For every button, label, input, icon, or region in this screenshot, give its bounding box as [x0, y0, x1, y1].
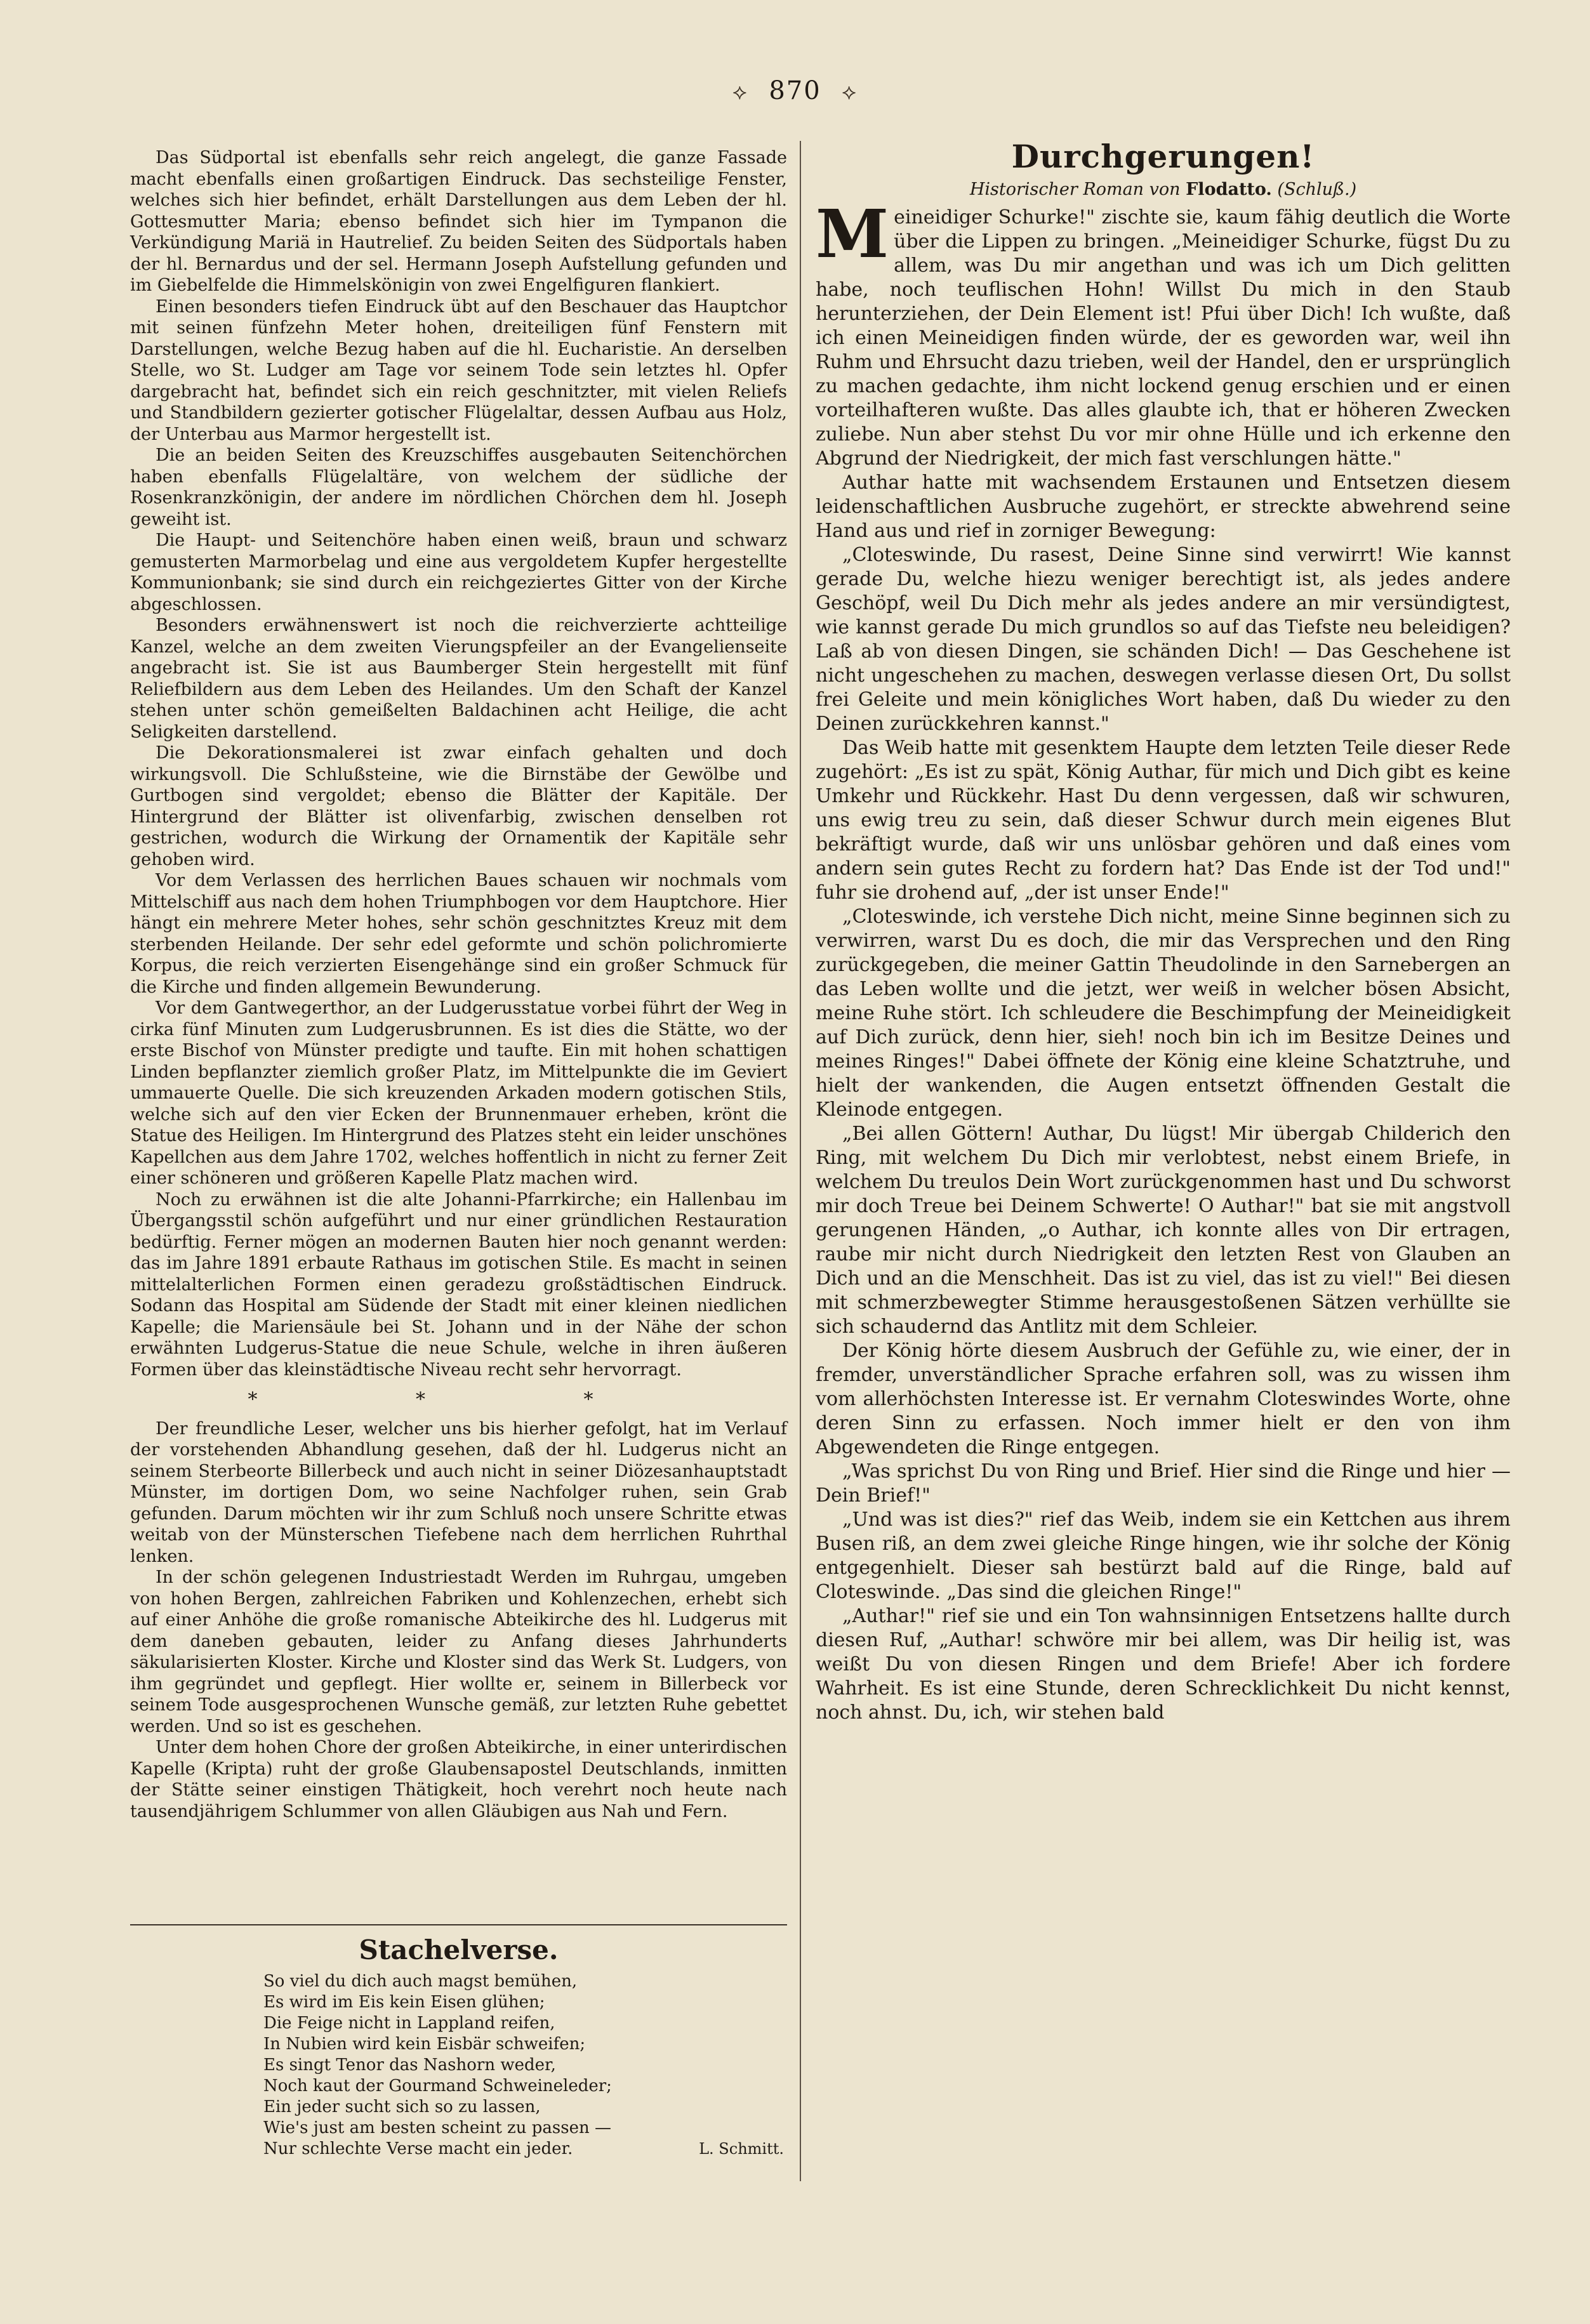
poem-title: Stachelverse.: [359, 1934, 559, 1965]
novel-paragraph: „Bei allen Göttern! Authar, Du lügst! Mir übergab Childerich den Ring, mit welchem Du Dich mir verlobtest, nebst einem Briefe, in welchem Du treulos Dein Wort zurückgenommen hast und Du schworst mir doch Treue bei Deinem Schwerte! O Authar!" bat sie mit angstvoll gerungenen Händen, „o Authar, ich konnte alles von Dir ertragen, raube mir nicht durch Niedrigkeit den letzten Rest von Glauben an Dich und an die Menschheit. Das ist zu viel, das ist zu viel!" Bei diesen mit schmerzbewegter Stimme herausgestoßenen Sätzen verhüllte sie sich schaudernd das Antlitz mit dem Schleier.: [816, 1123, 1511, 1338]
poem-divider: [130, 1924, 787, 1925]
left-paragraph: In der schön gelegenen Industriestadt Werden im Ruhrgau, umgeben von hohen Bergen, zahlreichen Fabriken und Kohlenzechen, erhebt sich auf einer Anhöhe die große romanische Abteikirche des hl. Ludgerus mit dem daneben gebauten, leider zu Anfang dieses Jahrhunderts säkularisierten Kloster. Kirche und Kloster sind das Werk St. Ludgers, von ihm gegründet und gepflegt. Hier wollte er, seinem in Billerbeck vor seinem Tode ausgesprochenen Wunsche gemäß, zur letzten Ruhe gebettet werden. Und so ist es geschehen.: [130, 1568, 787, 1736]
novel-paragraph: „Authar!" rief sie und ein Ton wahnsinnigen Entsetzens hallte durch diesen Ruf, „Authar! schwöre mir bei allem, was Dir heilig ist, was weißt Du von diesen Ringen und dem Briefe! Aber ich fordere Wahrheit. Es ist eine Stunde, deren Schrecklichkeit Du nicht kennst, noch ahnst. Du, ich, wir stehen bald: [816, 1605, 1511, 1724]
left-paragraph: Die Dekorationsmalerei ist zwar einfach gehalten und doch wirkungsvoll. Die Schlußsteine, wie die Birnstäbe der Gewölbe und Gurtbogen sind vergoldet; ebenso die Blätter der Kapitäle. Der Hintergrund der Blätter ist olivenfarbig, zwischen denselben rot gestrichen, wodurch die Wirkung der Ornamentik der Kapitäle sehr gehoben wird.: [130, 743, 787, 869]
novel-paragraph: „Was sprichst Du von Ring und Brief. Hier sind die Ringe und hier — Dein Brief!": [816, 1460, 1511, 1507]
left-paragraph: Einen besonders tiefen Eindruck übt auf den Beschauer das Hauptchor mit seinen fünfzehn Meter hohen, dreiteiligen fünf Fenstern mit Darstellungen, welche Bezug haben auf die hl. Eucharistie. An derselben Stelle, wo St. Ludger am Tage vor seinem Tode sein letztes hl. Opfer dargebracht hat, befindet sich ein reich geschnitzter, mit vielen Reliefs und Standbildern gezierter gotischer Flügelaltar, dessen Aufbau aus Holz, der Unterbau aus Marmor hergestellt ist.: [130, 296, 787, 444]
left-paragraph: Der freundliche Leser, welcher uns bis hierher gefolgt, hat im Verlauf der vorstehenden Abhandlung gesehen, daß der hl. Ludgerus nicht an seinem Sterbeorte Billerbeck und auch nicht in seiner Diözesanhauptstadt Münster, im dortigen Dom, wo seine Nachfolger ruhen, sein Grab gefunden. Darum möchten wir ihr zum Schluß noch unsere Schritte etwas weitab von der Münsterschen Tiefebene nach dem herrlichen Ruhrthal lenken.: [130, 1418, 787, 1566]
left-paragraph: Vor dem Gantwegerthor, an der Ludgerusstatue vorbei führt der Weg in cirka fünf Minuten zum Ludgerusbrunnen. Es ist dies die Stätte, wo der erste Bischof von Münster predigte und taufte. Ein mit hohen schattigen Linden bepflanzter ziemlich großer Platz, im Mittelpunkte die im Geviert ummauerte Quelle. Die sich kreuzenden Arkaden modern gotischen Stils, welche sich auf den vier Ecken der Brunnenmauer erheben, krönt die Statue des Heiligen. Im Hintergrund des Platzes steht ein leider unschönes Kapellchen aus dem Jahre 1702, welches hoffentlich in nicht zu ferner Zeit einer schöneren und größeren Kapelle Platz machen wird.: [130, 998, 787, 1188]
right-column-novel: [816, 138, 1511, 1725]
left-paragraph: Das Südportal ist ebenfalls sehr reich angelegt, die ganze Fassade macht ebenfalls einen großartigen Eindruck. Das sechsteilige Fenster, welches sich hier befindet, erhält Darstellungen aus dem Leben der hl. Gottesmutter Maria; ebenso befindet sich hier im Tympanon die Verkündigung Mariä in Hautrelief. Zu beiden Seiten des Südportals haben der hl. Bernardus und der sel. Hermann Joseph Aufstellung gefunden und im Giebelfelde die Himmelskönigin von zwei Engelfiguren flankiert.: [130, 148, 787, 295]
poem-body: [263, 1971, 784, 2160]
left-paragraph: Die Haupt- und Seitenchöre haben einen weiß, braun und schwarz gemusterten Marmorbelag und eine aus vergoldetem Kupfer hergestellte Kommunionbank; sie sind durch ein reichgeziertes Gitter von der Kirche abgeschlossen.: [130, 531, 787, 614]
drop-cap: M: [816, 195, 889, 273]
first-paragraph-text: eineidiger Schurke!" zischte sie, kaum fähig deutlich die Worte über die Lippen zu bringen. „Meineidiger Schurke, fügst Du zu allem, was Du mir angethan und was ich um Dich gelitten habe, noch teuflischen Hohn! Willst Du mich in den Staub herunterziehen, der Dein Element ist! Pfui über Dich! Ich wußte, daß ich einen Meineidigen finden würde, der es geworden war, weil ihn Ruhm und Ehrsucht dazu trieben, weil der Handel, den er ursprünglich zu machen gedachte, ihm nicht lockend genug erschien und er einen vorteilhafteren wußte. Das alles glaubte ich, that er höheren Zwecken zuliebe. Nun aber stehst Du vor mir ohne Hülle und ich erkenne den Abgrund der Niedrigkeit, der mich fast verschlungen hätte.": [816, 206, 1511, 470]
poem-line: Noch kaut der Gourmand Schweineleder;: [263, 2076, 612, 2096]
subtitle-prefix: Historischer Roman von: [969, 180, 1181, 199]
novel-paragraph: Authar hatte mit wachsendem Erstaunen und Entsetzen diesem leidenschaftlichen Ausbruche zugehört, er streckte abwehrend seine Hand aus und rief in zorniger Bewegung:: [816, 472, 1511, 542]
poem-line: Wie's just am besten scheint zu passen —: [263, 2118, 611, 2137]
poem-line: Nur schlechte Verse macht ein jeder.: [263, 2139, 573, 2158]
poem-line: So viel du dich auch magst bemühen,: [263, 1972, 578, 1991]
novel-paragraph: Das Weib hatte mit gesenktem Haupte dem letzten Teile dieser Rede zugehört: „Es ist zu spät, König Authar, für mich und Dich gibt es keine Umkehr und Rückkehr. Hast Du denn vergessen, daß wir schwuren, uns ewig treu zu sein, daß dieser Schwur durch mein eigenes Blut bekräftigt wurde, daß wir uns unlösbar gehören und daß eines vom andern sein gutes Recht zu fordern hat? Das Ende ist der Tod und!" fuhr sie drohend auf, „der ist unser Ende!": [816, 737, 1511, 904]
left-paragraph: Die an beiden Seiten des Kreuzschiffes ausgebauten Seitenchörchen haben ebenfalls Flügelaltäre, von welchem der südliche der Rosenkranzkönigin, der andere im nördlichen Chörchen dem hl. Joseph geweiht ist.: [130, 446, 787, 529]
subtitle-author: Flodatto.: [1186, 180, 1272, 199]
page-number: 870: [769, 76, 821, 105]
poem-line: Die Feige nicht in Lappland reifen,: [263, 2014, 555, 2033]
poem-line: Ein jeder sucht sich so zu lassen,: [263, 2097, 541, 2116]
novel-first-paragraph: [816, 195, 1511, 471]
ornament-left-icon: ⟡: [732, 79, 748, 105]
left-column-article: [130, 147, 787, 1822]
novel-paragraph: „Cloteswinde, ich verstehe Dich nicht, meine Sinne beginnen sich zu verwirren, warst Du es doch, die mir das Versprechen und den Ring zurückgegeben, die meiner Gattin Theudolinde in den Sarnebergen an das Leben wollte und die jetzt, wer weiß in welcher bösen Absicht, meine Ruhe stört. Ich schleudere die Beschimpfung der Meineidigkeit auf Dich zurück, denn hier, sieh! noch bin ich im Besitze Deines und meines Ringes!" Dabei öffnete der König eine kleine Schatztruhe, und hielt der wankenden, die Augen entsetzt öffnenden Gestalt die Kleinode entgegen.: [816, 906, 1511, 1121]
novel-paragraph: Der König hörte diesem Ausbruch der Gefühle zu, wie einer, der in fremder, unverständlicher Sprache erfahren soll, was zu wissen ihm vom allerhöchsten Interesse ist. Er vernahm Cloteswindes Worte, ohne deren Sinn zu erfassen. Noch immer hielt er den von ihm Abgewendeten die Ringe entgegen.: [816, 1340, 1511, 1458]
novel-subtitle: [816, 179, 1511, 201]
poem-line: Es wird im Eis kein Eisen glühen;: [263, 1993, 545, 2012]
poem-author: L. Schmitt.: [699, 2140, 784, 2158]
novel-paragraph: „Und was ist dies?" rief das Weib, indem sie ein Kettchen aus ihrem Busen riß, an dem zwei gleiche Ringe hingen, wie ihr solche der König entgegenhielt. Dieser sah bestürzt bald auf die Ringe, bald auf Cloteswinde. „Das sind die gleichen Ringe!": [816, 1509, 1511, 1603]
novel-title: Durchgerungen!: [1011, 138, 1315, 175]
section-separator: * * *: [248, 1389, 670, 1411]
left-paragraph: Vor dem Verlassen des herrlichen Baues schauen wir nochmals vom Mittelschiff aus nach dem hohen Triumphbogen vor dem Hauptchore. Hier hängt ein mehrere Meter hohes, sehr schön geschnitztes Kreuz mit dem sterbenden Heilande. Der sehr edel geformte und schön polichromierte Korpus, die reich verzierten Eisengehänge sind ein großer Schmuck für die Kirche und finden allgemein Bewunderung.: [130, 871, 787, 997]
column-divider: [800, 141, 801, 2181]
subtitle-suffix: (Schluß.): [1277, 180, 1357, 199]
poem-line: Es singt Tenor das Nashorn weder,: [263, 2056, 556, 2075]
novel-paragraph: „Cloteswinde, Du rasest, Deine Sinne sind verwirrt! Wie kannst gerade Du, welche hiezu weniger berechtigt ist, als jedes andere Geschöpf, weil Du Dich mehr als jedes andere an mir versündigtest, wie kannst gerade Du mich grundlos so auf das Tiefste neu beleidigen? Laß ab von diesen Dingen, sie schänden Dich! — Das Geschehene ist nicht ungeschehen zu machen, deswegen verlasse diesen Ort, Du sollst frei Geleite und mein königliches Wort haben, daß Du wieder zu den Deinen zurückkehren kannst.": [816, 544, 1511, 735]
left-paragraph: Unter dem hohen Chore der großen Abteikirche, in einer unterirdischen Kapelle (Kripta) ruht der große Glaubensapostel Deutschlands, inmitten der Stätte seiner einstigen Thätigkeit, hoch verehrt noch heute nach tausendjährigem Schlummer von allen Gläubigen aus Nah und Fern.: [130, 1738, 787, 1821]
page-header: [0, 76, 1590, 105]
ornament-right-icon: ⟡: [842, 79, 858, 105]
left-paragraph: Besonders erwähnenswert ist noch die reichverzierte achtteilige Kanzel, welche an dem zweiten Vierungspfeiler an der Evangelienseite angebracht ist. Sie ist aus Baumberger Stein hergestellt mit fünf Reliefbildern aus dem Leben des Heilandes. Um den Schaft der Kanzel stehen unter schön gemeißelten Baldachinen acht Heilige, die acht Seligkeiten darstellend.: [130, 616, 787, 742]
poem-line: In Nubien wird kein Eisbär schweifen;: [263, 2035, 586, 2054]
left-paragraph: Noch zu erwähnen ist die alte Johanni-Pfarrkirche; ein Hallenbau im Übergangsstil schön aufgeführt und nur einer gründlichen Restauration bedürftig. Ferner mögen an modernen Bauten hier noch genannt werden: das im Jahre 1891 erbaute Rathaus im gotischen Stile. Es macht in seinen mittelalterlichen Formen einen geradezu großstädtischen Eindruck. Sodann das Hospital am Südende der Stadt mit einer kleinen niedlichen Kapelle; die Mariensäule bei St. Johann und in der Nähe der schon erwähnten Ludgerus-Statue die neue Schule, welche in ihren äußeren Formen über das kleinstädtische Niveau recht sehr hervorragt.: [130, 1189, 787, 1380]
